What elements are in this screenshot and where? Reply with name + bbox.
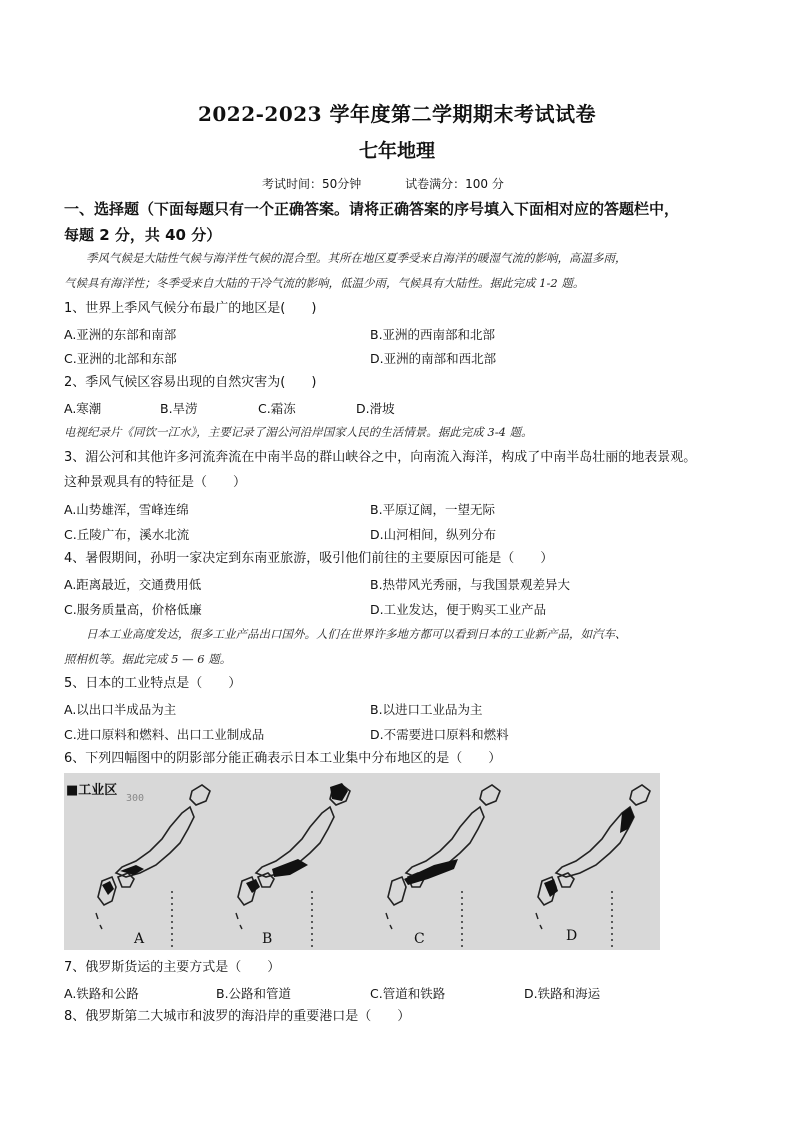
- question-1-option-b: B.亚洲的西南部和北部: [370, 327, 496, 342]
- exam-time: 考试时间：50分钟: [262, 177, 362, 191]
- question-3-option-c: C.丘陵广布，溪水北流: [64, 527, 190, 542]
- question-8-stem: 8、俄罗斯第二大城市和波罗的海沿岸的重要港口是（ ）: [64, 1009, 411, 1024]
- question-2-option-d: D.滑坡: [356, 401, 395, 416]
- map-label-c: C: [414, 931, 425, 947]
- question-5-option-a: A.以出口半成品为主: [64, 702, 177, 717]
- question-2-option-b: B.旱涝: [160, 401, 198, 416]
- japan-map-b: [236, 783, 350, 950]
- question-2-option-c: C.霜冻: [258, 401, 296, 416]
- question-7-stem: 7、俄罗斯货运的主要方式是（ ）: [64, 960, 281, 975]
- passage-3: [64, 622, 744, 672]
- question-4-option-c: C.服务质量高，价格低廉: [64, 602, 202, 617]
- japan-map-d: [536, 785, 650, 950]
- question-3-option-b: B.平原辽阔，一望无际: [370, 502, 496, 517]
- exam-title: 2022-2023 学年度第二学期期末考试试卷: [197, 102, 597, 126]
- question-5-option-c: C.进口原料和燃料、出口工业制成品: [64, 727, 265, 742]
- section-heading-line1: 一、选择题（下面每题只有一个正确答案。请将正确答案的序号填入下面相对应的答题栏中，: [64, 200, 680, 218]
- question-5-stem: 5、日本的工业特点是（ ）: [64, 676, 242, 691]
- question-3-option-a: A.山势雄浑，雪峰连绵: [64, 502, 189, 517]
- passage-2: 电视纪录片《同饮一江水》，主要记录了湄公河沿岸国家人民的生活情景。据此完成 3-4 题。: [64, 425, 533, 439]
- question-2-stem: 2、季风气候区容易出现的自然灾害为( ): [64, 375, 317, 390]
- question-4-option-a: A.距离最近，交通费用低: [64, 577, 202, 592]
- map-label-d: D: [566, 928, 578, 944]
- question-2-option-a: A.寒潮: [64, 401, 102, 416]
- passage-3-line2: 照相机等。据此完成 5 — 6 题。: [64, 652, 232, 666]
- map-legend-industrial-zone: ■工业区: [66, 783, 118, 798]
- question-3-option-d: D.山河相间，纵列分布: [370, 527, 497, 542]
- passage-3-line1: 日本工业高度发达，很多工业产品出口国外。人们在世界许多地方都可以看到日本的工业新产品，如汽车、: [86, 627, 627, 641]
- japan-map-c: [386, 785, 500, 950]
- question-3-stem: [64, 445, 764, 495]
- section-heading: [64, 196, 754, 248]
- question-7-option-a: A.铁路和公路: [64, 986, 139, 1001]
- passage-1-line2: 气候具有海洋性；冬季受来自大陆的干冷气流的影响，低温少雨，气候具有大陆性。据此完成 1-2 题。: [64, 276, 585, 290]
- question-1-stem: 1、世界上季风气候分布最广的地区是( ): [64, 301, 317, 316]
- question-4-stem: 4、暑假期间，孙明一家决定到东南亚旅游，吸引他们前往的主要原因可能是（ ）: [64, 551, 554, 566]
- question-1-option-c: C.亚洲的北部和东部: [64, 351, 177, 366]
- exam-score: 试卷满分：100 分: [405, 177, 504, 191]
- svg-text:300: 300: [126, 793, 145, 804]
- question-7-option-d: D.铁路和海运: [524, 986, 601, 1001]
- question-7-option-b: B.公路和管道: [216, 986, 292, 1001]
- question-3-stem-line1: 3、湄公河和其他许多河流奔流在中南半岛的群山峡谷之中，向南流入海洋，构成了中南半岛壮丽的地表景观。: [64, 450, 697, 465]
- question-7-option-c: C.管道和铁路: [370, 986, 446, 1001]
- japan-maps-figure: [64, 773, 660, 950]
- question-4-option-d: D.工业发达，便于购买工业产品: [370, 602, 547, 617]
- question-4-option-b: B.热带风光秀丽，与我国景观差异大: [370, 577, 571, 592]
- passage-1: [64, 246, 744, 296]
- question-5-option-d: D.不需要进口原料和燃料: [370, 727, 509, 742]
- exam-subtitle: 七年地理: [358, 140, 435, 162]
- question-5-option-b: B.以进口工业品为主: [370, 702, 483, 717]
- question-1-option-a: A.亚洲的东部和南部: [64, 327, 177, 342]
- question-6-stem: 6、下列四幅图中的阴影部分能正确表示日本工业集中分布地区的是（ ）: [64, 751, 502, 766]
- section-heading-line2: 每题 2 分，共 40 分）: [64, 226, 222, 244]
- japan-maps-drawing: [64, 773, 660, 950]
- exam-info: [262, 175, 504, 192]
- map-label-a: A: [134, 931, 145, 947]
- question-3-stem-line2: 这种景观具有的特征是（ ）: [64, 475, 247, 490]
- question-1-option-d: D.亚洲的南部和西北部: [370, 351, 497, 366]
- japan-map-a: [96, 785, 210, 950]
- map-label-b: B: [262, 931, 273, 947]
- passage-1-line1: 季风气候是大陆性气候与海洋性气候的混合型。其所在地区夏季受来自海洋的暖湿气流的影响，高温多雨，: [86, 251, 627, 265]
